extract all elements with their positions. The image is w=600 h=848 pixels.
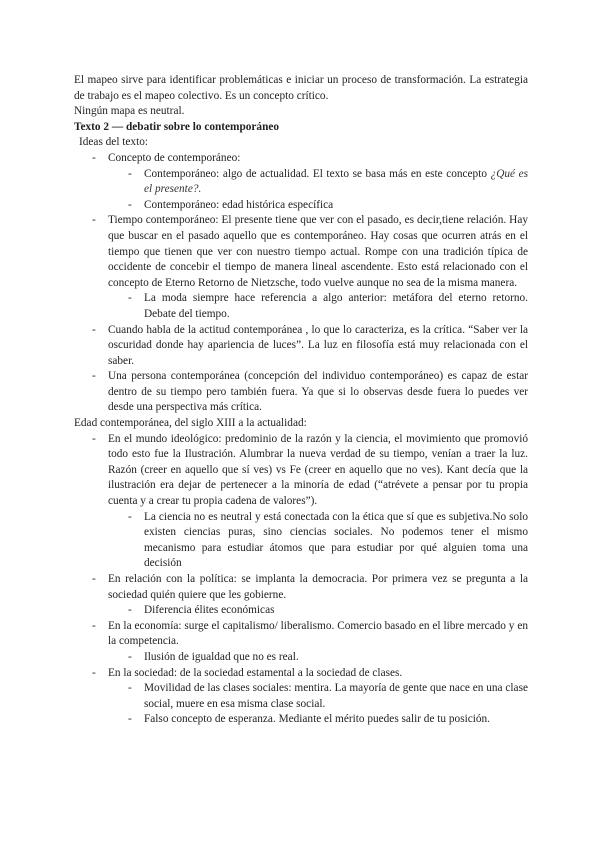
list-item-text: Tiempo contemporáneo: El presente tiene que ver con el pasado, es decir,tiene relación. Hay que buscar en el pasado aquello que es contemporáneo. Hay cosas que ocurren atrás en el tiempo que tienen que ver con nuestro tiempo actual. Rompe con una tradición típica de occidente de concebir el tiempo de manera lineal ascendente. Esto está relacionado con el concepto de Eterno Retorno de Nietzsche, todo vuelve aunque no sea de la misma manera. bbox=[108, 214, 528, 289]
ideas-list bbox=[74, 151, 528, 416]
section-heading-edad: Edad contemporánea, del siglo XIII a la actualidad: bbox=[74, 417, 307, 430]
sub-list bbox=[108, 603, 528, 619]
list-item-text: En la sociedad: de la sociedad estamental a la sociedad de clases. bbox=[108, 666, 403, 679]
list-item bbox=[74, 666, 528, 728]
page-content bbox=[74, 73, 528, 728]
list-item-text: Contemporáneo: algo de actualidad. El texto se basa más en este concepto bbox=[144, 167, 487, 180]
list-item: - Una persona contemporánea (concepción del individuo contemporáneo) es capaz de estar dentro de su tiempo pero también fuera. Ya que si lo observas desde fuera lo puedes ver desde una perspectiva más crítica. bbox=[74, 369, 528, 416]
emphasis-question: ¿Qué es el presente?. bbox=[144, 167, 528, 196]
sub-list-item: - Ilusión de igualdad que no es real. bbox=[108, 650, 528, 666]
sub-list bbox=[108, 681, 528, 728]
sub-list-item: - Movilidad de las clases sociales: mentira. La mayoría de gente que nace en una clase social, muere en esa misma clase social. bbox=[108, 681, 528, 712]
list-item-text: En relación con la política: se implanta la democracia. Por primera vez se pregunta a la sociedad quién quiere que les gobierne. bbox=[108, 573, 528, 601]
list-item: - Cuando habla de la actitud contemporánea , lo que lo caracteriza, es la crítica. “Saber ver la oscuridad donde hay apariencia de luces”. La luz en filosofía está muy relacionada con el saber. bbox=[74, 323, 528, 370]
sub-list-item: - Falso concepto de esperanza. Mediante el mérito puedes salir de tu posición. bbox=[108, 712, 528, 728]
sub-list-item: - Contemporáneo: edad histórica específica bbox=[108, 198, 528, 214]
ideas-label: Ideas del texto: bbox=[79, 136, 149, 149]
sub-list bbox=[108, 291, 528, 322]
intro-paragraph: El mapeo sirve para identificar problemáticas e iniciar un proceso de transformación. La estrategia de trabajo es el mapeo colectivo. Es un concepto crítico. bbox=[74, 74, 528, 102]
list-item-text: Concepto de contemporáneo: bbox=[108, 151, 241, 164]
sub-list bbox=[108, 167, 528, 214]
intro-line: Ningún mapa es neutral. bbox=[74, 105, 185, 118]
sub-list-item bbox=[108, 167, 528, 198]
edad-list bbox=[74, 432, 528, 728]
list-item-text: En el mundo ideológico: predominio de la razón y la ciencia, el movimiento que promovió todo esto fue la Ilustración. Alumbrar la nueva verdad de su tiempo, venían a traer la luz. Razón (creer en aquello que sí ves) vs Fe (creer en aquello que no ves). Kant decía que la ilustración era dejar de pertenecer a la minoría de edad (“atrévete a pensar por tu propia cuenta y a crear tu propia cadena de valores”). bbox=[108, 432, 528, 508]
sub-list bbox=[108, 650, 528, 666]
sub-list-item: - La ciencia no es neutral y está conectada con la ética que sí que es subjetiva.No solo existen ciencias puras, sino ciencias sociales. No podemos tener el mismo mecanismo para estudiar átomos que para estudiar por qué alguien toma una decisión bbox=[108, 510, 528, 572]
sub-list bbox=[108, 510, 528, 572]
list-item-text: En la economía: surge el capitalismo/ liberalismo. Comercio basado en el libre mercado y en la competencia. bbox=[108, 619, 528, 648]
list-item bbox=[74, 213, 528, 322]
sub-list-item: - Diferencia élites económicas bbox=[108, 603, 528, 619]
list-item bbox=[74, 572, 528, 619]
list-item bbox=[74, 432, 528, 572]
list-item bbox=[74, 619, 528, 666]
section-heading-texto2: Texto 2 — debatir sobre lo contemporáneo bbox=[74, 120, 280, 133]
sub-list-item: - La moda siempre hace referencia a algo anterior: metáfora del eterno retorno. Debate del tiempo. bbox=[108, 291, 528, 322]
list-item bbox=[74, 151, 528, 213]
